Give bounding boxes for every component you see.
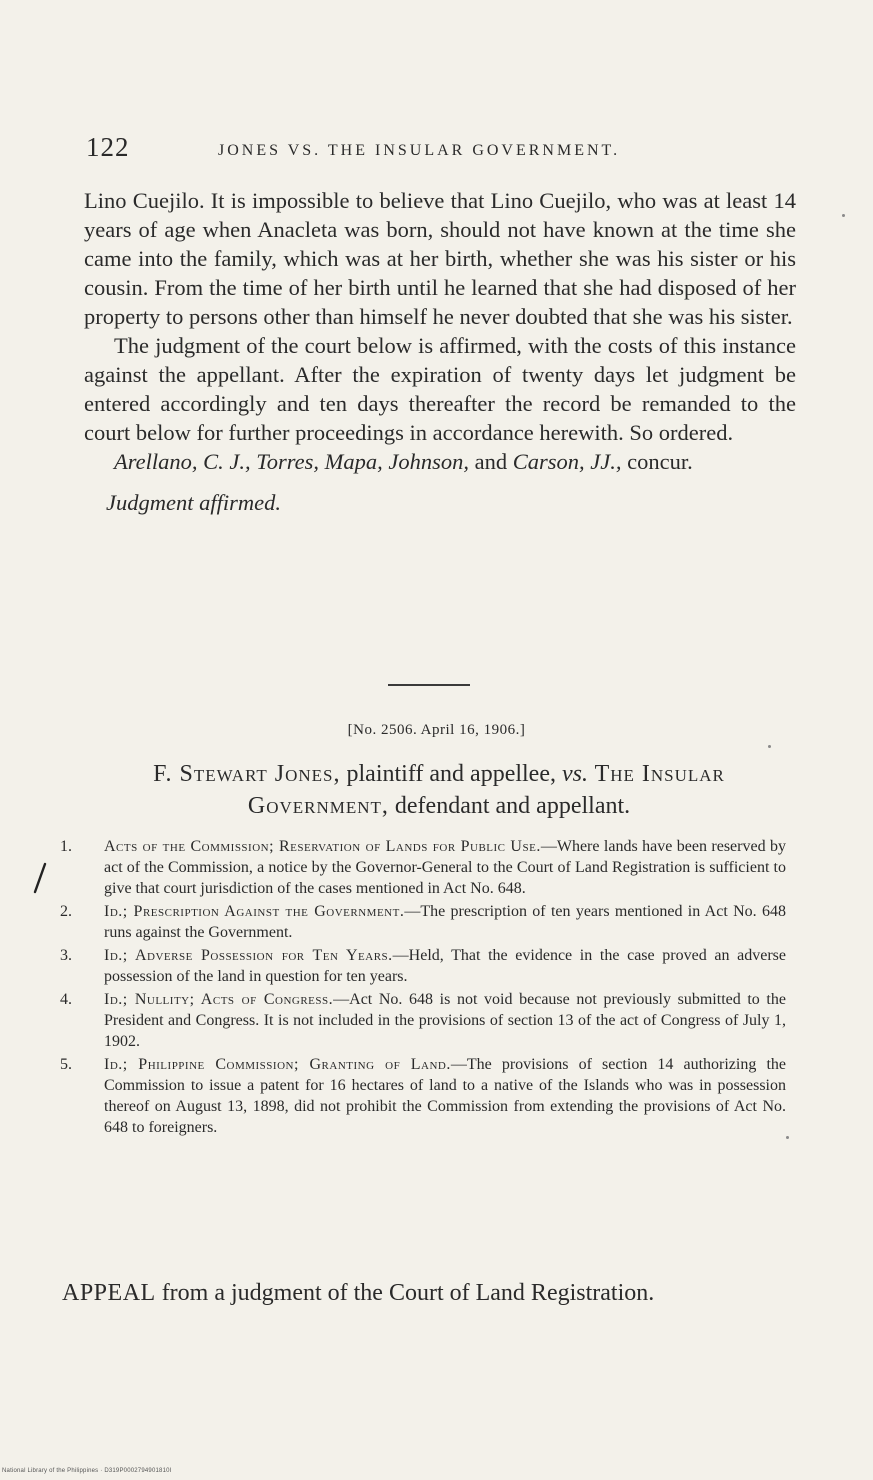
syllabus-text: —The provisions of section 14 authorizing the Commission to issue a patent for 16 hectares of land to a native of the Islands who was in possession thereof on August 13, 1898, did not prohibit the Commission from extending the provisions of Act No. 648 to foreigners. xyxy=(104,1056,786,1136)
case-title-middle: plaintiff and appellee, xyxy=(340,761,562,787)
opinion-paragraph: Lino Cuejilo. It is impossible to believe that Lino Cuejilo, who was at least 14 years of age when Anacleta was born, should not have known at the time she came into the family, which was at her birth, whether she was his sister or his cousin. From the time of her birth until he learned that she had disposed of her property to persons other than himself he never doubted that she was his sister. xyxy=(84,188,796,329)
concur-tail: concur. xyxy=(621,449,693,474)
syllabus-number: 4. xyxy=(60,991,72,1008)
case-number-line: [No. 2506. April 16, 1906.] xyxy=(347,722,526,738)
opinion-text xyxy=(84,186,796,517)
pencil-tick-mark xyxy=(30,862,50,894)
syllabus-heading: Id.; Prescription Against the Government. xyxy=(104,903,405,920)
syllabus-item xyxy=(60,945,786,987)
appeal-statement xyxy=(62,1278,776,1308)
page-number: 122 xyxy=(86,132,130,162)
opinion-paragraph: The judgment of the court below is affirmed, with the costs of this instance against the appellant. After the expiration of twenty days let judgment be entered accordingly and ten days thereafter the record be remanded to the court below for further proceedings in accordance herewith. So ordered. xyxy=(84,333,796,445)
disposition: Judgment affirmed. xyxy=(106,490,281,515)
syllabus-text: —Held, That the evidence in the case proved an adverse possession of the land in question for ten years. xyxy=(104,947,786,985)
case-title xyxy=(82,758,796,822)
paper-speck xyxy=(768,745,771,748)
syllabus-heading: Id.; Philippine Commission; Granting of Land. xyxy=(104,1056,451,1073)
syllabus-item xyxy=(60,836,786,899)
syllabus-text: —Where lands have been reserved by act of the Commission, a notice by the Governor-General to the Court of Land Registration is sufficient to give that court jurisdiction of the cases mentioned in Act No. 648. xyxy=(104,838,787,897)
syllabus-item xyxy=(60,989,786,1052)
section-divider xyxy=(388,684,470,686)
syllabus-text: —The prescription of ten years mentioned in Act No. 648 runs against the Government. xyxy=(104,903,786,941)
appeal-lead: APPEAL xyxy=(62,1280,156,1306)
running-head: JONES VS. THE INSULAR GOVERNMENT. xyxy=(218,142,621,159)
syllabus-item xyxy=(60,1054,786,1138)
syllabus-number: 2. xyxy=(60,903,72,920)
syllabus-number: 1. xyxy=(60,838,72,855)
concur-and: and xyxy=(469,449,513,474)
defendant-name: The Insular Government, xyxy=(247,761,725,819)
plaintiff-name: F. Stewart Jones, xyxy=(153,761,341,787)
concurring-justice-last: Carson, JJ., xyxy=(512,449,622,474)
syllabus-text: —Act No. 648 is not void because not previously submitted to the President and Congress. It is not included in the provisions of section 13 of the act of Congress of July 1, 1902. xyxy=(104,991,786,1050)
syllabus xyxy=(60,836,786,1140)
paper-speck xyxy=(842,214,845,217)
syllabus-heading: Id.; Adverse Possession for Ten Years. xyxy=(104,947,393,964)
scan-credit: National Library of the Philippines · D319P0002794901810I xyxy=(2,1468,172,1474)
paper-speck xyxy=(786,1136,789,1139)
syllabus-number: 3. xyxy=(60,947,72,964)
syllabus-heading: Id.; Nullity; Acts of Congress. xyxy=(104,991,334,1008)
syllabus-heading: Acts of the Commission; Reservation of Lands for Public Use. xyxy=(104,838,541,855)
versus: vs. xyxy=(562,761,588,787)
appeal-text: from a judgment of the Court of Land Registration. xyxy=(155,1280,655,1306)
syllabus-number: 5. xyxy=(60,1056,72,1073)
page-header xyxy=(86,132,676,168)
concurrence xyxy=(84,447,796,476)
concurring-justices: Arellano, C. J., Torres, Mapa, Johnson, xyxy=(114,449,470,474)
case-title-tail: defendant and appellant. xyxy=(388,793,631,819)
syllabus-item xyxy=(60,901,786,943)
